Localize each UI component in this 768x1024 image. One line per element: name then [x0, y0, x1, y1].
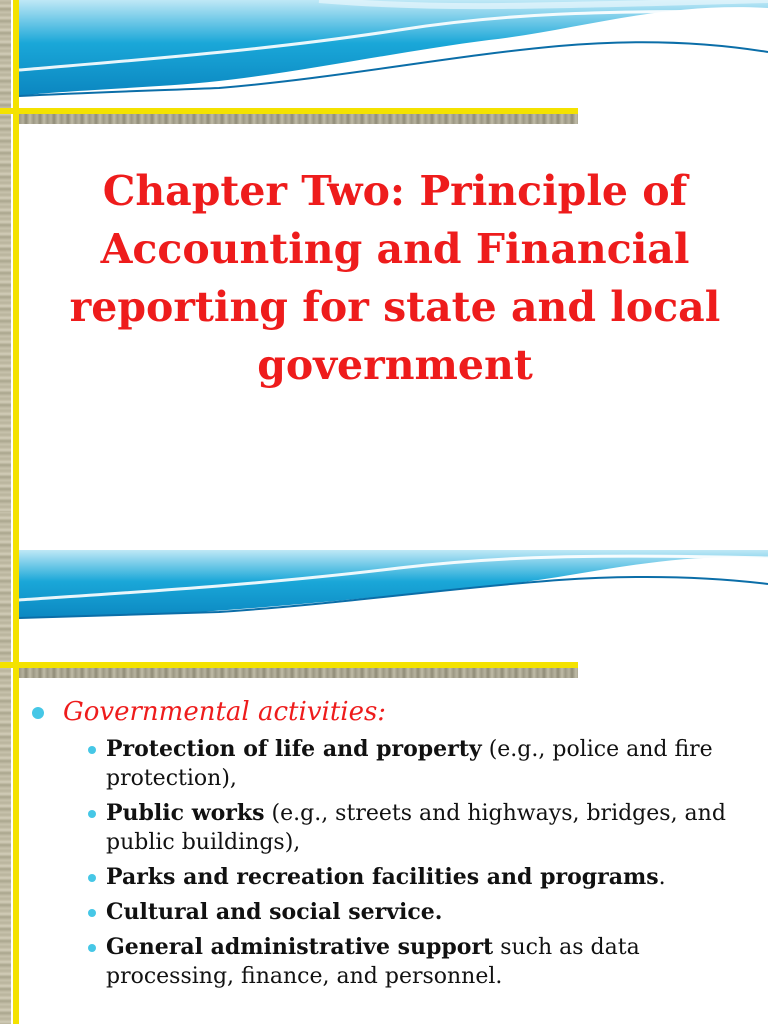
- item-text: (e.g., police and fire protection),: [106, 737, 713, 791]
- stone-texture-strip: [0, 512, 11, 1024]
- slide-content: [0, 512, 768, 1024]
- bullet-heading: [30, 695, 750, 729]
- title-line: Accounting and Financial: [100, 225, 690, 273]
- slide-title-text: [40, 162, 750, 394]
- stone-texture-band: [19, 114, 578, 124]
- stone-texture-strip: [0, 0, 11, 512]
- bullet-dot-icon: [88, 909, 96, 917]
- title-line: reporting for state and local: [69, 283, 721, 331]
- item-text: .: [658, 865, 666, 890]
- item-text: such as data processing, finance, and personnel.: [106, 935, 640, 989]
- bullet-list: [30, 695, 750, 997]
- list-item: [86, 735, 750, 793]
- list-item: [86, 863, 750, 892]
- item-bold-text: Protection of life and property: [106, 736, 482, 762]
- heading-text: Governmental activities:: [63, 697, 387, 727]
- stone-texture-band: [19, 668, 578, 678]
- title-line: Chapter Two: Principle of: [102, 167, 688, 215]
- item-bold-text: Public works: [106, 800, 265, 826]
- bullet-dot-icon: [88, 944, 96, 952]
- item-bold-text: General administrative support: [106, 934, 494, 960]
- list-item: [86, 933, 750, 991]
- item-bold-text: Cultural and social service.: [106, 899, 443, 925]
- wave-banner: [19, 512, 768, 620]
- item-bold-text: Parks and recreation facilities and programs: [106, 864, 659, 890]
- list-item: [86, 898, 750, 927]
- wave-banner: [19, 0, 768, 108]
- list-item: [86, 799, 750, 857]
- item-text: (e.g., streets and highways, bridges, and public buildings),: [106, 801, 726, 855]
- title-line: government: [257, 341, 533, 389]
- bullet-dot-icon: [88, 746, 96, 754]
- bullet-dot-icon: [32, 707, 44, 719]
- bullet-dot-icon: [88, 874, 96, 882]
- bullet-dot-icon: [88, 810, 96, 818]
